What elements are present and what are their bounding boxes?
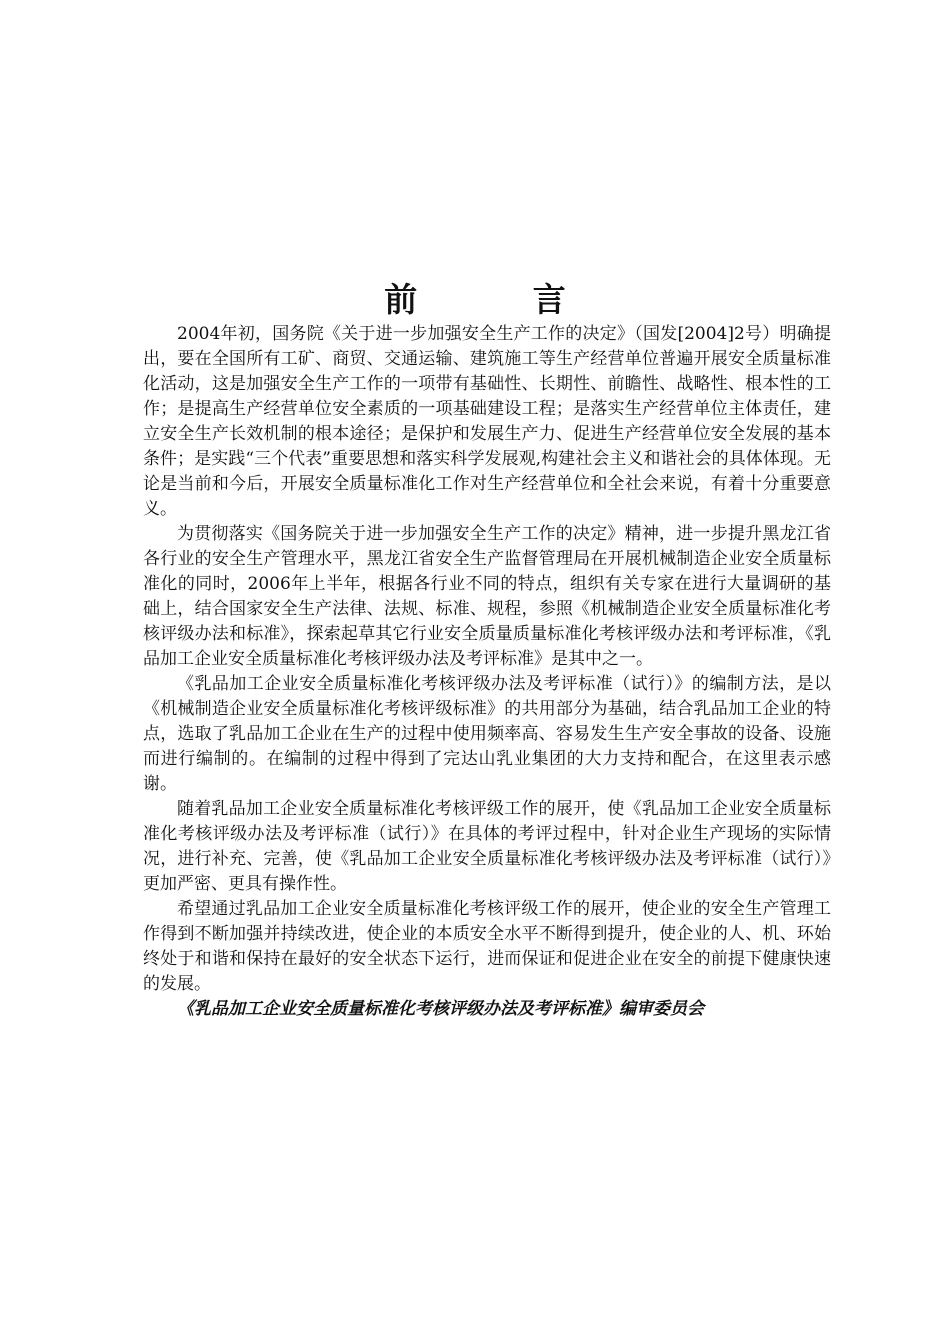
page-title: 前 言 [384, 280, 618, 319]
paragraph-3: 《乳品加工企业安全质量标准化考核评级办法及考评标准（试行）》的编制方法，是以《机械制造企业安全质量标准化考核评级标准》的共用部分为基础，结合乳品加工企业的特点，选取了乳品加工企业在生产的过程中使用频率高、容易发生生产安全事故的设备、设施而进行编制的。在编制的过程中得到了完达山乳业集团的大力支持和配合，在这里表示感谢。 [143, 674, 831, 794]
paragraph-1: 2004年初，国务院《关于进一步加强安全生产工作的决定》（国发[2004]2号）明确提出，要在全国所有工矿、商贸、交通运输、建筑施工等生产经营单位普遍开展安全质量标准化活动，这是加强安全生产工作的一项带有基础性、长期性、前瞻性、战略性、根本性的工作；是提高生产经营单位安全素质的一项基础建设工程；是落实生产经营单位主体责任，建立安全生产长效机制的根本途径；是保护和发展生产力、促进生产经营单位安全发展的基本条件；是实践“三个代表”重要思想和落实科学发展观,构建社会主义和谐社会的具体体现。无论是当前和今后，开展安全质量标准化工作对生产经营单位和全社会来说，有着十分重要意义。 [143, 324, 831, 519]
paragraph-5: 希望通过乳品加工企业安全质量标准化考核评级工作的展开，使企业的安全生产管理工作得到不断加强并持续改进，使企业的本质安全水平不断得到提升，使企业的人、机、环始终处于和谐和保持在最好的安全状态下运行，进而保证和促进企业在安全的前提下健康快速的发展。 [143, 899, 831, 994]
preface-body [143, 322, 831, 1022]
paragraph-4: 随着乳品加工企业安全质量标准化考核评级工作的展开，使《乳品加工企业安全质量标准化考核评级办法及考评标准（试行）》在具体的考评过程中，针对企业生产现场的实际情况，进行补充、完善，使《乳品加工企业安全质量标准化考核评级办法及考评标准（试行）》更加严密、更具有操作性。 [143, 799, 831, 894]
paragraph-2: 为贯彻落实《国务院关于进一步加强安全生产工作的决定》精神，进一步提升黑龙江省各行业的安全生产管理水平，黑龙江省安全生产监督管理局在开展机械制造企业安全质量标准化的同时，2006年上半年，根据各行业不同的特点，组织有关专家在进行大量调研的基础上，结合国家安全生产法律、法规、标准、规程，参照《机械制造企业安全质量标准化考核评级办法和标准》，探索起草其它行业安全质量质量标准化考核评级办法和考评标准，《乳品加工企业安全质量标准化考核评级办法及考评标准》是其中之一。 [143, 524, 831, 669]
signature-line: 《乳品加工企业安全质量标准化考核评级办法及考评标准》编审委员会 [177, 999, 704, 1019]
